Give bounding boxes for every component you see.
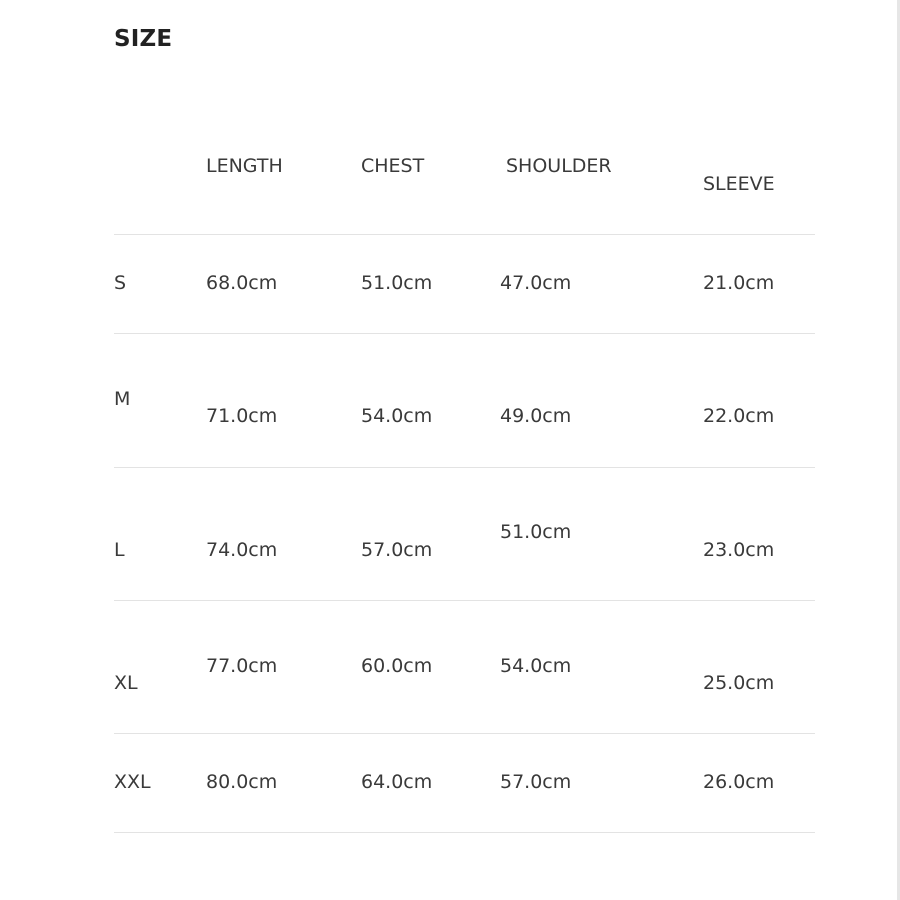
shoulder-value: 57.0cm — [500, 771, 572, 793]
length-value: 74.0cm — [206, 539, 278, 561]
shoulder-value: 51.0cm — [500, 521, 572, 543]
shoulder-value: 49.0cm — [500, 405, 572, 427]
length-value: 80.0cm — [206, 771, 278, 793]
column-header-sleeve: SLEEVE — [703, 173, 775, 195]
row-divider — [114, 333, 815, 334]
chest-value: 60.0cm — [361, 655, 433, 677]
size-label: XL — [114, 672, 138, 694]
sleeve-value: 23.0cm — [703, 539, 775, 561]
chest-value: 54.0cm — [361, 405, 433, 427]
row-divider — [114, 234, 815, 235]
row-divider — [114, 733, 815, 734]
size-label: S — [114, 272, 127, 294]
length-value: 71.0cm — [206, 405, 278, 427]
length-value: 77.0cm — [206, 655, 278, 677]
sleeve-value: 26.0cm — [703, 771, 775, 793]
column-header-chest: CHEST — [361, 155, 425, 177]
size-label: M — [114, 388, 131, 410]
column-header-length: LENGTH — [206, 155, 283, 177]
row-divider — [114, 467, 815, 468]
sleeve-value: 25.0cm — [703, 672, 775, 694]
chest-value: 64.0cm — [361, 771, 433, 793]
size-chart-title: SIZE — [114, 26, 173, 52]
length-value: 68.0cm — [206, 272, 278, 294]
row-divider — [114, 832, 815, 833]
size-label: L — [114, 539, 125, 561]
row-divider — [114, 600, 815, 601]
sleeve-value: 22.0cm — [703, 405, 775, 427]
size-label: XXL — [114, 771, 151, 793]
chest-value: 51.0cm — [361, 272, 433, 294]
chest-value: 57.0cm — [361, 539, 433, 561]
sleeve-value: 21.0cm — [703, 272, 775, 294]
column-header-shoulder: SHOULDER — [506, 155, 612, 177]
shoulder-value: 47.0cm — [500, 272, 572, 294]
shoulder-value: 54.0cm — [500, 655, 572, 677]
